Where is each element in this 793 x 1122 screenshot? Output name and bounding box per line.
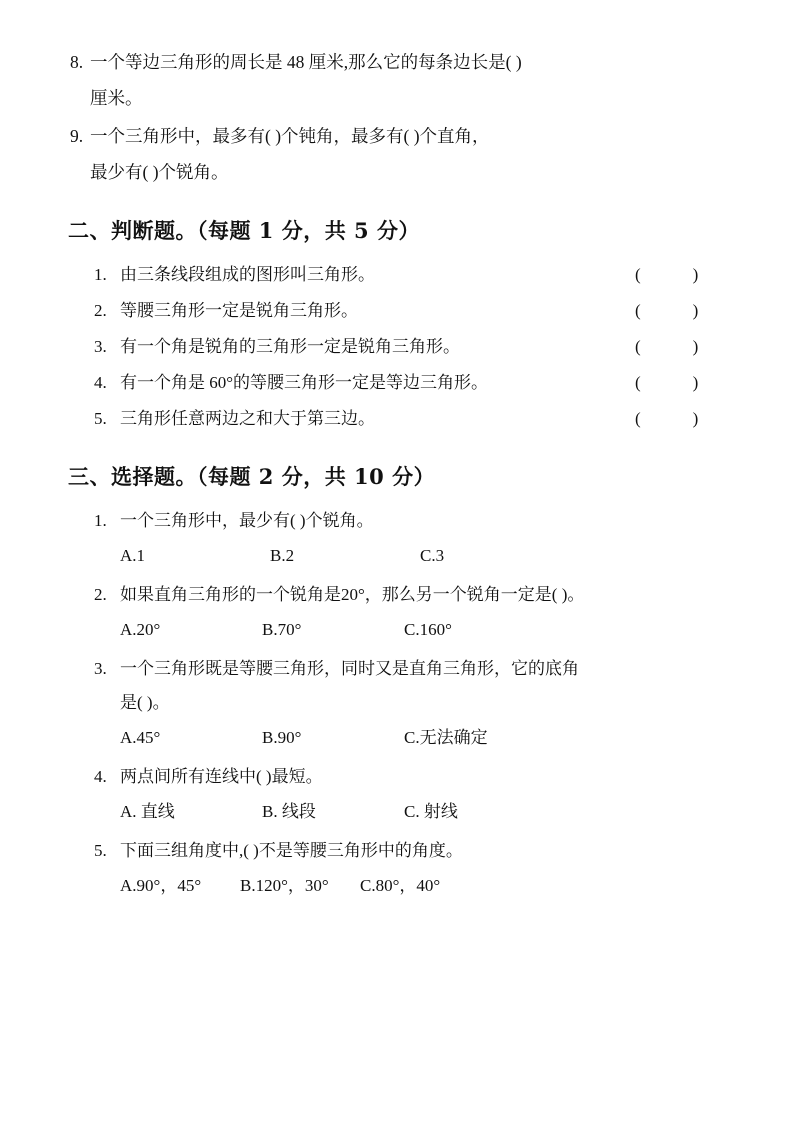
choice-question	[94, 652, 727, 754]
item-text: 等腰三角形一定是锐角三角形。	[120, 301, 358, 320]
true-false-row	[94, 258, 727, 292]
item-line-1: 一个三角形中，最少有( )个锐角。	[120, 511, 374, 530]
item-number: 1.	[94, 511, 107, 530]
choice-question	[94, 578, 727, 646]
option-c[interactable]: C.80°，40°	[360, 876, 441, 895]
item-text	[120, 578, 727, 612]
item-number: 3.	[94, 337, 107, 356]
item-number: 1.	[94, 265, 107, 284]
question-stem	[94, 834, 727, 868]
item-body	[90, 118, 727, 190]
item-line-1: 两点间所有连线中( )最短。	[120, 767, 323, 786]
item-number: 4.	[94, 767, 107, 786]
section-heading-true-false: 二、判断题。（每题 1 分，共 5 分）	[68, 218, 420, 243]
option-list	[120, 540, 727, 572]
item-number: 8.	[70, 52, 84, 72]
item-text: 有一个角是锐角的三角形一定是锐角三角形。	[120, 337, 460, 356]
item-line-2: 最少有( )个锐角。	[90, 162, 229, 182]
option-c[interactable]: C.无法确定	[404, 728, 488, 747]
question-stem	[94, 652, 727, 720]
answer-bracket[interactable]: ( )	[635, 301, 701, 320]
section-heading-choice: 三、选择题。（每题 2 分，共 10 分）	[68, 464, 436, 489]
choice-question	[94, 834, 727, 902]
option-list	[120, 614, 727, 646]
choice-question	[94, 760, 727, 828]
item-number: 5.	[94, 841, 107, 860]
option-a[interactable]: A.1	[120, 546, 146, 565]
option-b[interactable]: B.70°	[262, 620, 302, 639]
true-false-row	[94, 366, 727, 400]
item-line-1: 一个三角形既是等腰三角形，同时又是直角三角形，它的底角	[120, 659, 579, 678]
choice-question	[94, 504, 727, 572]
true-false-row	[94, 402, 727, 436]
option-b[interactable]: B. 线段	[262, 802, 316, 821]
answer-bracket[interactable]: ( )	[635, 337, 701, 356]
option-a[interactable]: A.90°，45°	[120, 876, 202, 895]
question-stem	[94, 578, 727, 612]
item-number: 2.	[94, 301, 107, 320]
answer-bracket[interactable]: ( )	[635, 373, 701, 392]
option-a[interactable]: A. 直线	[120, 802, 175, 821]
item-text: 三角形任意两边之和大于第三边。	[120, 409, 375, 428]
item-line-2: 是( )。	[120, 693, 170, 712]
option-b[interactable]: B.120°，30°	[240, 876, 329, 895]
option-list	[120, 722, 727, 754]
item-number: 4.	[94, 373, 107, 392]
true-false-row	[94, 294, 727, 328]
item-text	[120, 504, 727, 538]
item-line-2: 厘米。	[90, 88, 143, 108]
option-list	[120, 796, 727, 828]
item-text: 有一个角是 60°的等腰三角形一定是等边三角形。	[120, 373, 489, 392]
item-number: 3.	[94, 659, 107, 678]
fill-in-item	[60, 44, 727, 116]
item-body	[90, 44, 727, 116]
option-c[interactable]: C.3	[420, 546, 445, 565]
question-stem	[94, 760, 727, 794]
option-b[interactable]: B.2	[270, 546, 295, 565]
item-line-1: 下面三组角度中,( )不是等腰三角形中的角度。	[120, 841, 463, 860]
answer-bracket[interactable]: ( )	[635, 265, 701, 284]
item-text	[120, 652, 727, 720]
option-c[interactable]: C.160°	[404, 620, 452, 639]
question-stem	[94, 504, 727, 538]
option-b[interactable]: B.90°	[262, 728, 302, 747]
true-false-row	[94, 330, 727, 364]
option-a[interactable]: A.20°	[120, 620, 161, 639]
item-text	[120, 760, 727, 794]
item-number: 9.	[70, 126, 84, 146]
item-number: 2.	[94, 585, 107, 604]
option-list	[120, 870, 727, 902]
answer-bracket[interactable]: ( )	[635, 409, 701, 428]
item-text	[120, 834, 727, 868]
option-c[interactable]: C. 射线	[404, 802, 458, 821]
item-line-1: 一个等边三角形的周长是 48 厘米,那么它的每条边长是( )	[90, 52, 522, 72]
option-a[interactable]: A.45°	[120, 728, 161, 747]
fill-in-item	[60, 118, 727, 190]
item-text: 由三条线段组成的图形叫三角形。	[120, 265, 375, 284]
item-line-1: 一个三角形中，最多有( )个钝角，最多有( )个直角，	[90, 126, 490, 146]
item-number: 5.	[94, 409, 107, 428]
item-line-1: 如果直角三角形的一个锐角是20°，那么另一个锐角一定是( )。	[120, 585, 585, 604]
